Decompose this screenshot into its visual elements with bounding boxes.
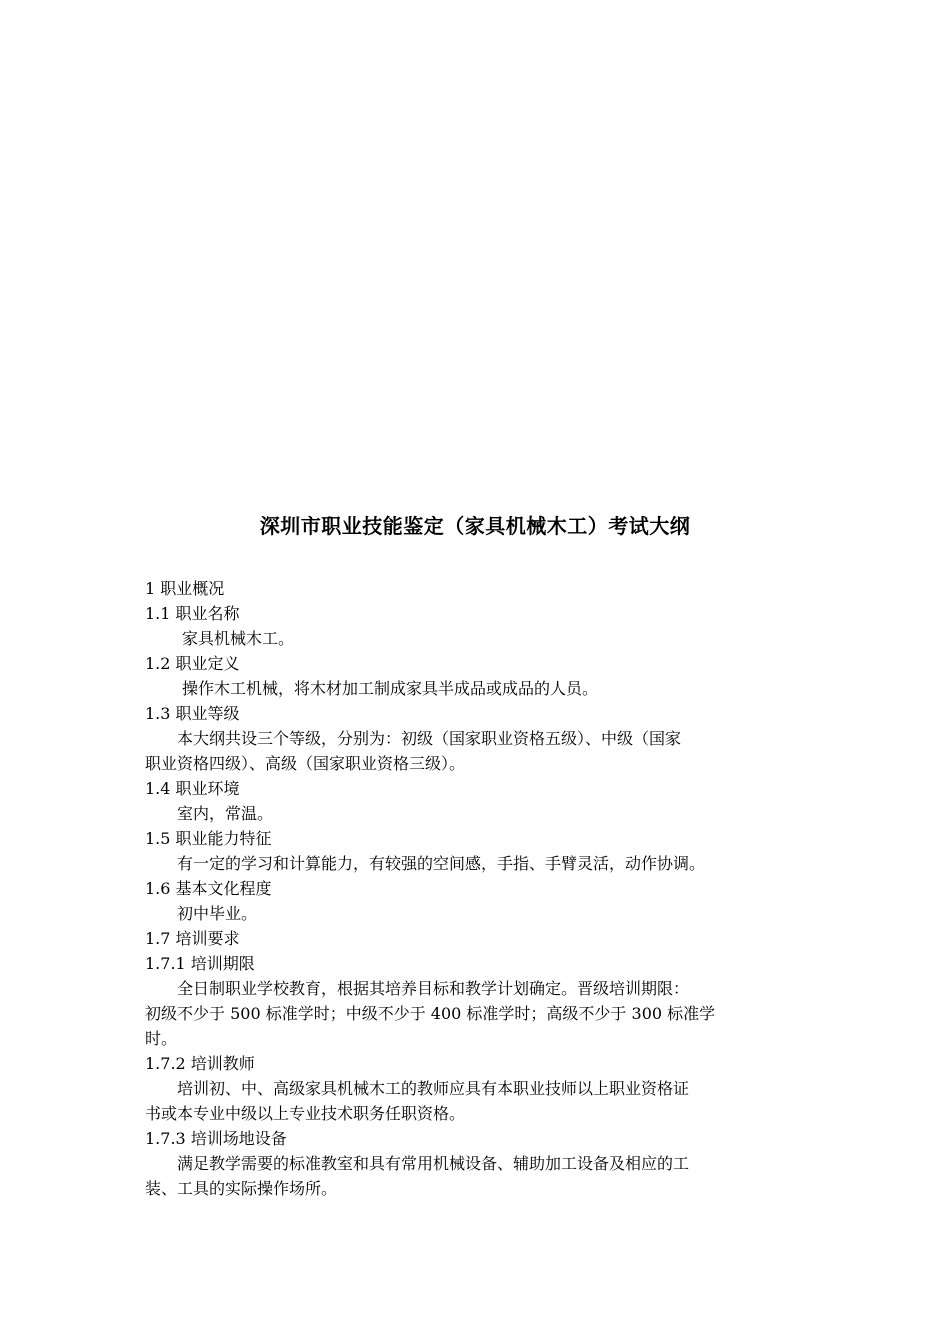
section-body-1-7-3-line-2: 装、工具的实际操作场所。 — [145, 1179, 338, 1198]
section-heading-1: 1 职业概况 — [145, 579, 225, 598]
section-body-1-3-line-1: 本大纲共设三个等级，分别为：初级（国家职业资格五级）、中级（国家 — [177, 729, 682, 748]
section-heading-1-2: 1.2 职业定义 — [145, 654, 240, 673]
section-body-1-7-1-line-1: 全日制职业学校教育，根据其培养目标和教学计划确定。晋级培训期限： — [177, 979, 690, 998]
section-heading-1-6: 1.6 基本文化程度 — [145, 879, 272, 898]
section-body-1-3-line-2: 职业资格四级）、高级（国家职业资格三级）。 — [145, 754, 466, 773]
section-heading-1-4: 1.4 职业环境 — [145, 779, 240, 798]
section-heading-1-1: 1.1 职业名称 — [145, 604, 240, 623]
section-body-1-7-2-line-1: 培训初、中、高级家具机械木工的教师应具有本职业技师以上职业资格证 — [177, 1079, 690, 1098]
section-body-1-7-3-line-1: 满足教学需要的标准教室和具有常用机械设备、辅助加工设备及相应的工 — [177, 1154, 690, 1173]
section-body-1-5: 有一定的学习和计算能力，有较强的空间感，手指、手臂灵活，动作协调。 — [177, 854, 706, 873]
section-body-1-7-1-line-2: 初级不少于 500 标准学时；中级不少于 400 标准学时；高级不少于 300 标准学 — [145, 1004, 716, 1023]
section-body-1-7-2-line-2: 书或本专业中级以上专业技术职务任职资格。 — [145, 1104, 466, 1123]
document-title: 深圳市职业技能鉴定（家具机械木工）考试大纲 — [259, 514, 691, 538]
section-heading-1-7-1: 1.7.1 培训期限 — [145, 954, 255, 973]
document-body — [145, 576, 810, 1201]
section-heading-1-3: 1.3 职业等级 — [145, 704, 240, 723]
section-heading-1-7-3: 1.7.3 培训场地设备 — [145, 1129, 287, 1148]
section-body-1-7-1-line-3: 时。 — [145, 1029, 178, 1048]
section-body-1-1: 家具机械木工。 — [182, 629, 295, 648]
section-body-1-4: 室内，常温。 — [177, 804, 274, 823]
section-heading-1-5: 1.5 职业能力特征 — [145, 829, 272, 848]
section-body-1-2: 操作木工机械，将木材加工制成家具半成品或成品的人员。 — [182, 679, 599, 698]
section-heading-1-7: 1.7 培训要求 — [145, 929, 240, 948]
section-heading-1-7-2: 1.7.2 培训教师 — [145, 1054, 255, 1073]
section-body-1-6: 初中毕业。 — [177, 904, 258, 923]
